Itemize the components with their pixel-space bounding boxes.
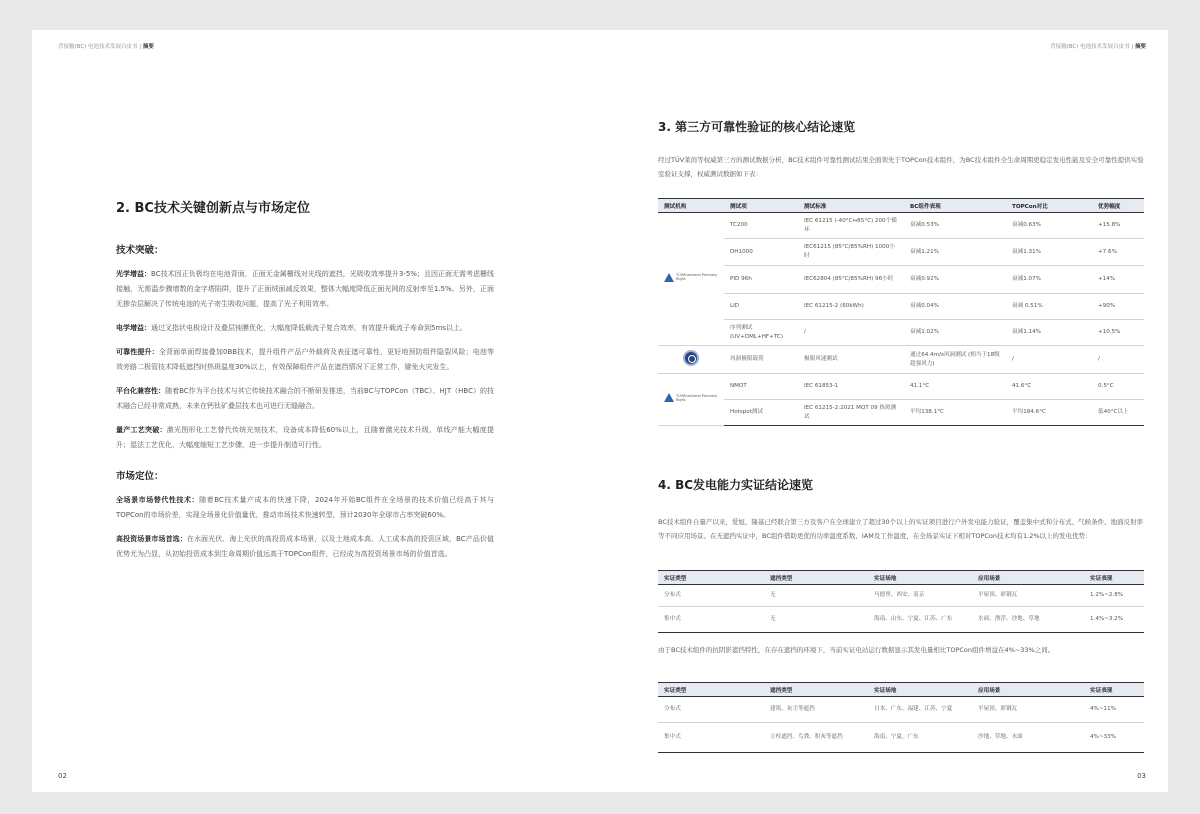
- table-row: Hotspot测试 IEC 61215-2:2021 MQT 09 热斑测试 平均138.1°C 平均184.6°C 低40°C以上: [658, 400, 1144, 426]
- market-heading: 市场定位：: [116, 471, 164, 482]
- column-header: 遮挡类型: [764, 571, 868, 585]
- column-header: 实证类型: [658, 571, 764, 585]
- table-row: 序列测试 (UV+DML+HF+TC) / 衰减1.02% 衰减1.14% +10.5%: [658, 320, 1144, 346]
- section-3-intro: 经过TÜV莱茵等权威第三方的测试数据分析，BC技术组件可靠性测试结果全面领先于TOPCon技术组件，为BC技术组件全生命周期更稳定发电性能及安全可靠性提供实验室验证支撑，权威测试数据如下表：: [658, 156, 1144, 178]
- power-table-shaded: [658, 682, 1144, 753]
- section-title-3: 3. 第三方可靠性验证的核心结论速览: [658, 120, 856, 134]
- section-4-intro: BC技术组件自量产以来，爱旭、隆基已经联合第三方及客户在全球建立了超过30个以上的实证项目进行户外发电能力验证，覆盖集中式和分布式、气候条件、地面反射率等不同应用场景。在无遮挡实证中，BC组件借助更优的功率温度系数、IAM及工作温度，在全场景实证下相对TOPCon技术均有1.2%以上的发电优势：: [658, 518, 1144, 540]
- document-spread: [32, 30, 1168, 792]
- table-row: PID 96h IEC62804 (85°C/85%RH) 96小时 衰减0.92% 衰减1.07% +14%: [658, 266, 1144, 294]
- section-title-2: 2. BC技术关键创新点与市场定位: [116, 201, 310, 216]
- left-page: [32, 30, 600, 792]
- table-row: 集中式 立柱遮挡、鸟粪、积灰等遮挡 海南、宁夏、广东 沙地、草地、水面 4%~33%: [658, 723, 1144, 753]
- column-header: 实证表现: [1084, 571, 1144, 585]
- triangle-logo-icon: [664, 393, 674, 402]
- left-body: [116, 242, 494, 571]
- column-header: TOPCon对比: [1006, 199, 1092, 213]
- triangle-logo-icon: [664, 273, 674, 282]
- tech-production: 量产工艺突破：激光图形化工艺替代传统光刻技术，设备成本降低60%以上，且随着激光技术升级，单线产能大幅度提升；湿法工艺优化，大幅度缩短工艺步骤，进一步提升制造可行性。: [116, 426, 495, 449]
- table-row: DH1000 IEC61215 (85°C/85%RH) 1000小时 衰减1.21% 衰减1.31% +7.6%: [658, 239, 1144, 266]
- column-header: 应用场景: [972, 571, 1084, 585]
- page-number-left: 02: [58, 772, 67, 780]
- tech-reliability: 可靠性提升：全背面单面焊接叠加0BB技术，提升组件产品户外载荷及表征遮可靠性，更好地预防组件隐裂风险；电池等效旁路二极管技术降低遮挡时热斑温度30%以上，有效保障组件产品在遮挡情况下正常工作，避免火灾发生。: [116, 348, 495, 371]
- institute-seal-icon: [683, 350, 699, 366]
- running-header-right: 背接触(BC) 电池技术发展白皮书 | 摘要: [1050, 44, 1146, 50]
- table-row: 分布式 建筑、灰尘等遮挡 日本、广东、福建、江苏、宁夏 平屋顶、彩钢瓦 4%~11%: [658, 697, 1144, 723]
- running-header-left: 背接触(BC) 电池技术发展白皮书 | 摘要: [58, 44, 154, 50]
- tuv-logo: TÜVRheinland Precisely Right.: [658, 213, 724, 346]
- column-header: 实证场地: [868, 571, 972, 585]
- table-row: TÜVRheinland Precisely Right. TC200 IEC 61215 (-40°C↔85°C) 200个循环 衰减0.53% 衰减0.63% +15.8%: [658, 213, 1144, 239]
- table-row: 集中式 无 海南、山东、宁夏、江苏、广东 水面、渔浮、沙地、草地 1.4%~3.2%: [658, 607, 1144, 633]
- right-page: [600, 30, 1168, 792]
- column-header: 优势幅度: [1092, 199, 1144, 213]
- section-title-4: 4. BC发电能力实证结论速览: [658, 478, 814, 492]
- page-number-right: 03: [1137, 772, 1146, 780]
- column-header: 实证表现: [1084, 683, 1144, 697]
- table-header-row: [658, 571, 1144, 585]
- market-high-investment: 高投资场景市场首选：在水面光伏、海上光伏的高投资成本场景，以及土地成本高、人工成本高的投资区域，BC产品价值优势尤为凸显，从初始投资成本到生命周期价值远高于TOPCon组件，已经成为高投资场景市场的价值首选。: [116, 535, 494, 558]
- table-row: 风洞极限载荷 极限风速测试 通过64.4m/s风洞测试 (相当于18级超强风力) / /: [658, 346, 1144, 374]
- power-table-unshaded: [658, 570, 1144, 633]
- tech-heading: 技术突破：: [116, 245, 164, 256]
- section-4-shading-note: 由于BC技术组件的抗阴影遮挡特性，在存在遮挡的环境下，当前实证电站运行数据显示其发电量相比TOPCon组件增益在4%~33%之间。: [658, 646, 1055, 654]
- table-row: TÜVRheinland Precisely Right. NMOT IEC 61853-1 41.1°C 41.6°C 0.5°C: [658, 374, 1144, 400]
- table-row: 分布式 无 马德里、西安、南京 平屋顶、彩钢瓦 1.2%~2.8%: [658, 585, 1144, 607]
- column-header: 测试项: [724, 199, 798, 213]
- table-header-row: [658, 199, 1144, 213]
- market-all-scene: 全场景市场替代性技术：随着BC技术量产成本的快速下降，2024年开始BC组件在全场景的技术价值已经高于其与TOPCon的市场价差，实现全场景化价值量优，推动市场技术快速转型，预计2030年全球市占率突破60%。: [116, 496, 495, 519]
- column-header: 遮挡类型: [764, 683, 868, 697]
- reliability-table: [658, 198, 1144, 426]
- institute-seal: [658, 346, 724, 374]
- column-header: 实证场地: [868, 683, 972, 697]
- column-header: BC组件表现: [904, 199, 1006, 213]
- column-header: 实证类型: [658, 683, 764, 697]
- table-row: LID IEC 61215-2 (60kWh) 衰减0.04% 衰减 0.51% +90%: [658, 294, 1144, 320]
- column-header: 测试标准: [798, 199, 904, 213]
- column-header: 测试机构: [658, 199, 724, 213]
- tech-optical: 光学增益：BC技术因正负极均在电池背面，正面无金属栅线对光线的遮挡，光吸收效率提升3-5%；且因正面无需考虑栅线接触，无需温步骤增数的金字塔陷阱，提升了正面绒面减反效果，整体大幅度降低正面光网的反射率至1.5%。另外，正面无掺杂层解决了传统电池的光子寄生吸收问题，提高了光子利用效率。: [116, 270, 495, 308]
- table-header-row: [658, 683, 1144, 697]
- column-header: 应用场景: [972, 683, 1084, 697]
- tuv-logo: TÜVRheinland Precisely Right.: [658, 374, 724, 426]
- tech-electrical: 电学增益：通过叉指状电极设计及叠层钝膜优化，大幅度降低载流子复合效率，有效提升载流子寿命到5ms以上。: [116, 324, 467, 332]
- tech-platform: 平台化兼容性：随着BC作为平台技术与其它传统技术融合的不断研发推进，当前BC与TOPCon（TBC）、HJT（HBC）的技术融合已经非常成熟，未来在钙钛矿叠层技术也可进行无缝融合。: [116, 387, 495, 410]
